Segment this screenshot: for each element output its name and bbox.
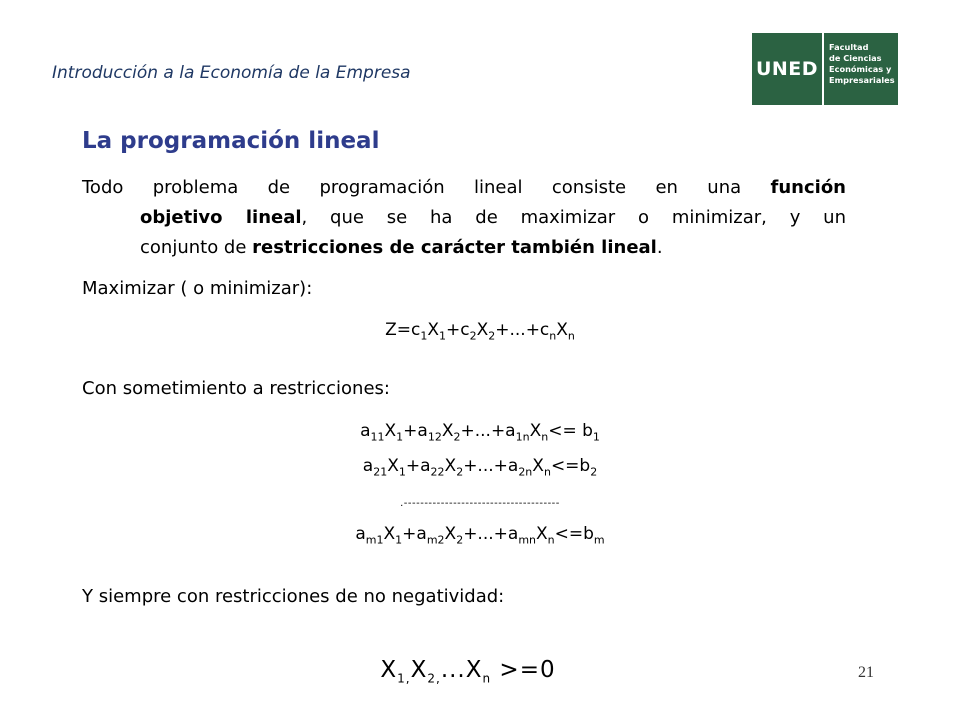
page-number: 21 bbox=[858, 664, 874, 681]
constraint-m: $a_{m1}X_1+a_{m2}X_2+...+a_{mn}X_n<=b_m$ bbox=[355, 524, 605, 547]
logo-faculty-line: de Ciencias bbox=[829, 53, 882, 63]
intro-line-2: objetivo lineal, que se ha de maximizar o minimizar, y un bbox=[140, 207, 846, 228]
logo-brand: UNED bbox=[752, 33, 822, 105]
constraints-label: Con sometimiento a restricciones: bbox=[82, 378, 390, 399]
uned-logo bbox=[752, 33, 898, 105]
intro-line-1: Todo problema de programación lineal consiste en una función bbox=[82, 177, 846, 198]
objective-function: $Z=c_1X_1+c_2X_2+...+c_nX_n$ bbox=[385, 320, 575, 343]
constraint-2: $a_{21}X_1+a_{22}X_2+...+a_{2n}X_n<=b_2$ bbox=[362, 456, 598, 479]
nonnegativity-condition: $X_{1,}X_{2,}...X_n >=0$ bbox=[380, 657, 556, 686]
constraint-ellipsis: .-------------------------------------- bbox=[400, 498, 560, 509]
course-title: Introducción a la Economía de la Empresa bbox=[52, 63, 411, 83]
maximize-label: Maximizar ( o minimizar): bbox=[82, 278, 313, 299]
logo-faculty-line: Económicas y bbox=[829, 64, 892, 74]
nonnegativity-label: Y siempre con restricciones de no negatividad: bbox=[82, 586, 505, 607]
logo-faculty-line: Empresariales bbox=[829, 75, 895, 85]
intro-line-3: conjunto de restricciones de carácter también lineal. bbox=[140, 237, 663, 258]
constraint-1: $a_{11}X_1+a_{12}X_2+...+a_{1n}X_n<= b_1$ bbox=[360, 421, 600, 444]
slide-title: La programación lineal bbox=[82, 128, 380, 154]
logo-faculty bbox=[824, 33, 898, 105]
intro-paragraph bbox=[82, 173, 846, 263]
logo-faculty-line: Facultad bbox=[829, 42, 869, 52]
